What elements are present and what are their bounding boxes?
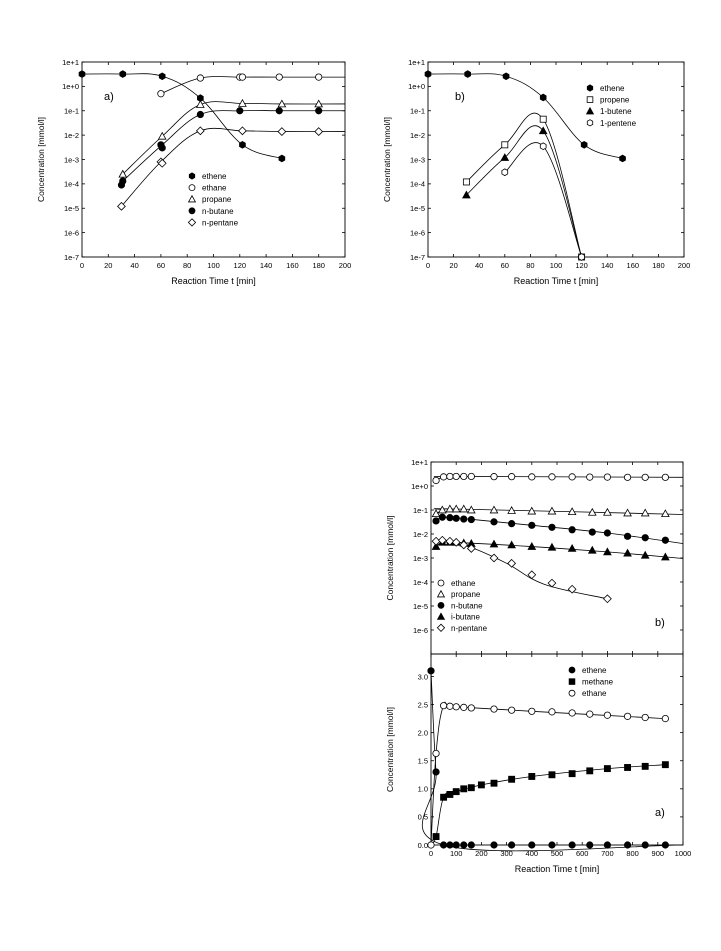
data-point: [453, 704, 459, 710]
y-tick-label: 1e+0: [411, 481, 428, 491]
x-axis-label: Reaction Time t [min]: [514, 864, 600, 874]
data-point: [197, 101, 204, 108]
data-point: [491, 842, 497, 848]
legend-marker: [189, 196, 196, 202]
y-tick-label: 1e+1: [408, 57, 425, 67]
data-point: [315, 128, 323, 136]
series-propane: [119, 100, 345, 177]
data-point: [589, 529, 595, 535]
y-axis-label: Concentration [mmol/l]: [382, 116, 392, 203]
y-tick-label: 1e-7: [409, 252, 425, 262]
data-point: [662, 762, 668, 768]
x-tick-label: 200: [475, 849, 488, 858]
panel-label: a): [655, 807, 665, 819]
data-point: [428, 668, 434, 674]
legend-marker: [587, 120, 592, 126]
x-tick-label: 500: [550, 849, 564, 858]
legend-marker: [587, 108, 594, 114]
x-tick-label: 80: [183, 261, 192, 270]
legend-marker: [438, 602, 444, 608]
data-point: [549, 772, 555, 778]
plot-frame: [82, 62, 345, 257]
y-tick-label: 1.0: [417, 784, 428, 794]
legend-marker: [189, 173, 194, 179]
x-tick-label: 60: [156, 261, 166, 270]
data-point: [587, 711, 593, 717]
y-tick-label: 0.0: [417, 840, 428, 850]
data-point: [463, 179, 469, 185]
data-point: [159, 145, 165, 151]
legend-marker: [569, 690, 575, 696]
y-tick-label: 1e-4: [63, 179, 79, 189]
data-point: [529, 773, 535, 779]
data-point: [604, 474, 610, 480]
legend-label: ethene: [202, 172, 227, 181]
y-tick-label: 1e-3: [63, 155, 79, 165]
data-point: [461, 704, 467, 710]
y-tick-label: 1e-2: [409, 130, 425, 140]
x-tick-label: 0: [79, 261, 85, 270]
data-point: [620, 155, 626, 162]
series-line: [428, 74, 623, 159]
legend-label: i-butane: [451, 612, 480, 622]
data-point: [624, 474, 630, 480]
data-point: [587, 842, 593, 848]
legend-label: n-butane: [451, 601, 483, 611]
x-tick-label: 40: [130, 261, 139, 270]
series-line: [505, 143, 582, 257]
legend-label: propene: [600, 95, 630, 105]
data-point: [237, 108, 243, 114]
series-1-pentene: [502, 143, 585, 261]
data-point: [642, 763, 648, 769]
x-tick-label: 100: [207, 261, 220, 270]
data-point: [604, 766, 610, 772]
legend-label: 1-butene: [600, 107, 632, 117]
data-point: [540, 143, 546, 150]
data-point: [604, 509, 611, 516]
y-tick-label: 1e-6: [412, 625, 428, 635]
data-point: [468, 842, 474, 848]
data-point: [440, 702, 446, 708]
data-point: [453, 515, 459, 521]
data-point: [447, 514, 453, 520]
data-point: [624, 549, 631, 556]
x-tick-label: 400: [525, 849, 539, 858]
legend-label: ethane: [451, 579, 476, 588]
legend: [188, 172, 238, 227]
data-point: [529, 708, 535, 714]
panel-label: b): [455, 91, 465, 103]
data-point: [120, 71, 126, 78]
data-point: [508, 559, 516, 567]
data-point: [439, 514, 445, 520]
data-point: [548, 507, 555, 514]
series-line: [431, 765, 665, 845]
data-point: [604, 530, 610, 536]
legend-label: n-butane: [202, 206, 234, 216]
data-point: [569, 527, 575, 533]
x-tick-label: 40: [475, 261, 484, 270]
legend-marker: [587, 97, 593, 103]
y-tick-label: 1e-5: [63, 204, 79, 214]
x-tick-label: 200: [677, 261, 691, 270]
data-point: [120, 178, 126, 184]
data-point: [478, 782, 484, 788]
series-line: [422, 671, 683, 851]
x-tick-label: 100: [449, 849, 463, 858]
legend: [587, 84, 637, 128]
data-point: [549, 709, 555, 715]
x-tick-label: 800: [626, 849, 639, 858]
data-point: [460, 505, 467, 512]
y-tick-label: 1e-5: [412, 601, 428, 611]
data-point: [428, 842, 434, 848]
data-point: [433, 750, 439, 756]
data-point: [276, 74, 282, 80]
data-point: [662, 510, 669, 517]
series-line: [466, 126, 581, 257]
y-tick-label: 1.5: [417, 756, 428, 766]
data-point: [549, 524, 555, 530]
series-1-butene: [463, 126, 582, 257]
series-methane: [431, 762, 668, 845]
x-tick-label: 0: [428, 849, 434, 858]
data-point: [624, 713, 630, 719]
y-axis-label: Concentration [mmol/l]: [36, 116, 46, 203]
panel-label: b): [655, 617, 665, 629]
x-tick-label: 160: [286, 261, 299, 270]
x-tick-label: 60: [500, 261, 509, 270]
data-point: [490, 540, 497, 547]
data-point: [433, 518, 439, 524]
data-point: [540, 94, 546, 101]
data-point: [662, 474, 668, 480]
y-tick-label: 1e-1: [412, 505, 428, 515]
series-line: [121, 128, 345, 206]
data-point: [662, 537, 668, 543]
y-tick-label: 2.5: [417, 700, 428, 710]
legend-label: ethene: [600, 84, 625, 93]
data-point: [158, 91, 164, 97]
data-point: [589, 547, 596, 554]
data-point: [240, 141, 246, 148]
legend-label: ethene: [582, 666, 607, 675]
y-tick-label: 1e-1: [409, 106, 425, 116]
x-tick-label: 140: [259, 261, 273, 270]
legend-label: propane: [202, 195, 232, 205]
y-tick-label: 3.0: [417, 672, 428, 682]
data-point: [440, 842, 446, 848]
data-point: [508, 541, 515, 548]
y-tick-label: 1e+1: [62, 57, 79, 67]
y-tick-label: 1e-2: [63, 130, 79, 140]
legend-label: ethane: [202, 183, 227, 193]
data-point: [432, 510, 439, 517]
data-point: [508, 842, 514, 848]
chart-A: [36, 58, 351, 286]
legend-marker: [189, 185, 195, 191]
series-line: [466, 113, 581, 257]
y-tick-label: 1e-3: [409, 155, 425, 165]
y-tick-label: 1e-2: [412, 529, 428, 539]
x-tick-label: 80: [526, 261, 535, 270]
data-point: [316, 74, 322, 80]
data-point: [604, 842, 610, 848]
data-point: [642, 535, 648, 541]
data-point: [508, 473, 514, 479]
data-point: [433, 834, 439, 840]
data-point: [447, 842, 453, 848]
y-tick-label: 1e+0: [62, 82, 79, 92]
data-point: [624, 842, 630, 848]
x-tick-label: 200: [338, 261, 352, 270]
data-point: [468, 705, 474, 711]
x-tick-label: 20: [104, 261, 113, 270]
data-point: [529, 474, 535, 480]
data-point: [490, 554, 498, 562]
data-point: [642, 509, 649, 516]
data-point: [568, 545, 575, 552]
data-point: [279, 155, 285, 162]
data-point: [625, 764, 631, 770]
legend-label: propane: [451, 590, 481, 600]
data-point: [604, 712, 610, 718]
x-tick-label: 140: [600, 261, 614, 270]
data-point: [549, 474, 555, 480]
legend-label: n-pentane: [202, 218, 239, 228]
data-point: [581, 141, 587, 148]
data-point: [549, 842, 555, 848]
legend-marker: [569, 679, 575, 685]
panel-label: a): [104, 91, 114, 103]
data-point: [447, 791, 453, 797]
data-point: [447, 703, 453, 709]
series-line: [123, 102, 345, 175]
legend: [437, 579, 487, 633]
data-point: [447, 473, 453, 479]
y-tick-label: 1e-6: [409, 228, 425, 238]
x-axis-label: Reaction Time t [min]: [513, 276, 599, 286]
y-tick-label: 1e+0: [408, 82, 425, 92]
data-point: [529, 522, 535, 528]
data-point: [569, 771, 575, 777]
data-point: [441, 794, 447, 800]
y-tick-label: 1e-7: [63, 252, 79, 262]
series-ethane: [428, 702, 669, 848]
legend-label: methane: [582, 677, 614, 687]
series-n-butane: [118, 108, 345, 189]
x-tick-label: 20: [449, 261, 458, 270]
series-n-butane: [433, 514, 683, 544]
data-point: [624, 509, 631, 516]
series-ethene: [422, 668, 683, 851]
series-ethane: [158, 74, 345, 97]
data-point: [491, 706, 497, 712]
data-point: [662, 842, 668, 848]
series-line: [82, 74, 282, 159]
data-point: [502, 169, 508, 176]
series-ethane: [433, 473, 683, 483]
data-point: [508, 707, 514, 713]
data-point: [197, 127, 205, 135]
data-point: [491, 473, 497, 479]
data-point: [465, 71, 471, 78]
y-axis-label: Concentration [mmol/l]: [385, 515, 395, 601]
series-propene: [463, 113, 584, 260]
data-point: [529, 842, 535, 848]
data-point: [509, 776, 515, 782]
data-point: [461, 473, 467, 479]
legend-label: n-pentane: [451, 623, 488, 633]
series-line: [123, 110, 345, 181]
data-point: [587, 474, 593, 480]
data-point: [197, 111, 203, 117]
series-line: [431, 702, 665, 845]
legend-marker: [587, 85, 592, 91]
data-point: [316, 108, 322, 114]
legend-label: ethane: [582, 689, 607, 699]
data-point: [662, 715, 668, 721]
legend-marker: [189, 208, 195, 214]
data-point: [502, 142, 508, 148]
data-point: [276, 108, 282, 114]
chart-D: [385, 654, 691, 874]
data-point: [440, 474, 446, 480]
data-point: [579, 254, 585, 261]
data-point: [278, 128, 286, 136]
data-point: [433, 769, 439, 775]
data-point: [461, 516, 467, 522]
data-point: [461, 786, 467, 792]
data-point: [540, 116, 546, 122]
legend-marker: [188, 219, 195, 226]
plot-frame: [431, 654, 683, 845]
data-point: [548, 544, 555, 551]
y-tick-label: 1e-4: [409, 179, 425, 189]
chart-B: [382, 58, 690, 286]
data-point: [239, 127, 247, 135]
y-tick-label: 1e-5: [409, 204, 425, 214]
y-tick-label: 2.0: [417, 728, 428, 738]
data-point: [569, 842, 575, 848]
x-tick-label: 100: [549, 261, 563, 270]
x-tick-label: 700: [601, 849, 614, 858]
x-tick-label: 900: [651, 849, 665, 858]
legend-label: 1-pentene: [600, 118, 637, 128]
x-tick-label: 180: [652, 261, 665, 270]
y-tick-label: 1e-3: [412, 553, 428, 563]
x-tick-label: 120: [233, 261, 247, 270]
data-point: [468, 516, 474, 522]
legend: [569, 666, 614, 698]
data-point: [468, 785, 474, 791]
y-axis-label: Concentration [mmol/l]: [385, 706, 395, 793]
y-tick-label: 1e+1: [411, 457, 428, 467]
x-tick-label: 1000: [674, 849, 692, 858]
data-point: [239, 74, 245, 80]
data-point: [624, 533, 630, 539]
data-point: [642, 474, 648, 480]
y-tick-label: 0.5: [417, 812, 428, 822]
data-point: [453, 842, 459, 848]
legend-marker: [437, 624, 444, 631]
data-point: [453, 473, 459, 479]
x-tick-label: 0: [425, 261, 431, 270]
legend-marker: [438, 580, 444, 586]
data-point: [79, 71, 85, 78]
data-point: [491, 780, 497, 786]
chart-C: [385, 458, 683, 654]
data-point: [508, 520, 514, 526]
legend-marker: [569, 667, 575, 673]
x-tick-label: 300: [500, 849, 513, 858]
data-point: [642, 714, 648, 720]
data-point: [503, 73, 509, 80]
data-point: [159, 73, 165, 80]
x-tick-label: 120: [575, 261, 588, 270]
data-point: [604, 595, 612, 603]
x-tick-label: 180: [312, 261, 325, 270]
data-point: [569, 710, 575, 716]
data-point: [461, 842, 467, 848]
data-point: [197, 75, 203, 81]
y-tick-label: 1e-4: [412, 577, 428, 587]
data-point: [468, 473, 474, 479]
data-point: [453, 789, 459, 795]
data-point: [433, 477, 439, 483]
x-axis-label: Reaction Time t [min]: [171, 276, 256, 286]
data-point: [569, 474, 575, 480]
y-tick-label: 1e-6: [63, 228, 79, 238]
data-point: [587, 768, 593, 774]
data-point: [642, 842, 648, 848]
x-tick-label: 600: [575, 849, 589, 858]
series-propane: [432, 505, 683, 516]
legend-marker: [438, 613, 445, 619]
legend-marker: [438, 591, 445, 597]
x-tick-label: 160: [626, 261, 640, 270]
data-point: [425, 71, 431, 78]
data-point: [491, 519, 497, 525]
y-tick-label: 1e-1: [63, 106, 79, 116]
